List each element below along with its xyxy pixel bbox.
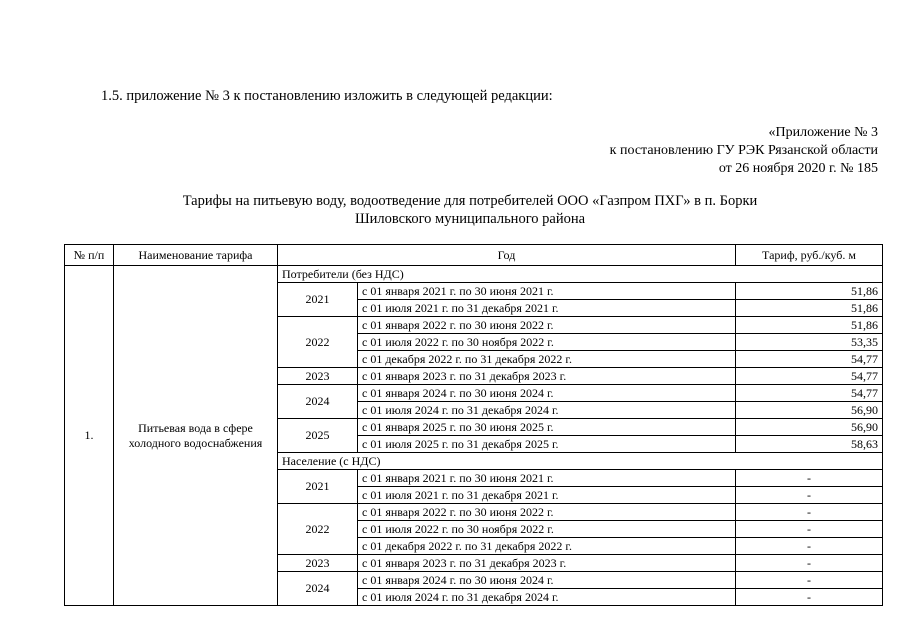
tariff-value-cell: 53,35 xyxy=(736,334,883,351)
period-cell: с 01 декабря 2022 г. по 31 декабря 2022 г. xyxy=(358,538,736,555)
year-cell: 2023 xyxy=(278,368,358,385)
period-cell: с 01 декабря 2022 г. по 31 декабря 2022 г. xyxy=(358,351,736,368)
appendix-reference xyxy=(610,124,878,178)
header-year: Год xyxy=(278,245,736,266)
appendix-line-3: от 26 ноября 2020 г. № 185 xyxy=(718,161,878,176)
tariff-value-cell: - xyxy=(736,504,883,521)
tariff-value-cell: 56,90 xyxy=(736,419,883,436)
group-label: Потребители (без НДС) xyxy=(278,266,883,283)
tariff-value-cell: 54,77 xyxy=(736,368,883,385)
tariff-value-cell: - xyxy=(736,555,883,572)
tariff-value-cell: - xyxy=(736,521,883,538)
year-cell: 2021 xyxy=(278,283,358,317)
document-title xyxy=(0,192,905,228)
title-line-1: Тарифы на питьевую воду, водоотведение для потребителей ООО «Газпром ПХГ» в п. Борки xyxy=(182,193,758,209)
title-line-2: Шиловского муниципального района xyxy=(354,211,586,227)
period-cell: с 01 июля 2024 г. по 31 декабря 2024 г. xyxy=(358,402,736,419)
header-tariff-name: Наименование тарифа xyxy=(114,245,278,266)
intro-paragraph: 1.5. приложение № 3 к постановлению изложить в следующей редакции: xyxy=(101,88,553,104)
tariff-table-body xyxy=(65,266,883,606)
period-cell: с 01 января 2024 г. по 30 июня 2024 г. xyxy=(358,572,736,589)
period-cell: с 01 июля 2024 г. по 31 декабря 2024 г. xyxy=(358,589,736,606)
header-number: № п/п xyxy=(65,245,114,266)
year-cell: 2023 xyxy=(278,555,358,572)
year-cell: 2022 xyxy=(278,317,358,368)
tariff-value-cell: - xyxy=(736,470,883,487)
table-header-row xyxy=(65,245,883,266)
appendix-line-1: «Приложение № 3 xyxy=(768,125,878,140)
tariff-value-cell: - xyxy=(736,538,883,555)
tariff-table xyxy=(64,244,883,606)
group-row xyxy=(65,266,883,283)
year-cell: 2025 xyxy=(278,419,358,453)
year-cell: 2024 xyxy=(278,385,358,419)
period-cell: с 01 января 2022 г. по 30 июня 2022 г. xyxy=(358,317,736,334)
tariff-value-cell: - xyxy=(736,487,883,504)
period-cell: с 01 января 2022 г. по 30 июня 2022 г. xyxy=(358,504,736,521)
tariff-name: Питьевая вода в сфере холодного водоснабжения xyxy=(114,266,278,606)
period-cell: с 01 июля 2021 г. по 31 декабря 2021 г. xyxy=(358,300,736,317)
period-cell: с 01 января 2021 г. по 30 июня 2021 г. xyxy=(358,470,736,487)
period-cell: с 01 января 2021 г. по 30 июня 2021 г. xyxy=(358,283,736,300)
period-cell: с 01 июля 2021 г. по 31 декабря 2021 г. xyxy=(358,487,736,504)
period-cell: с 01 июля 2022 г. по 30 ноября 2022 г. xyxy=(358,334,736,351)
group-label: Население (с НДС) xyxy=(278,453,883,470)
tariff-value-cell: 51,86 xyxy=(736,317,883,334)
period-cell: с 01 июля 2022 г. по 30 ноября 2022 г. xyxy=(358,521,736,538)
period-cell: с 01 января 2024 г. по 30 июня 2024 г. xyxy=(358,385,736,402)
tariff-value-cell: 54,77 xyxy=(736,385,883,402)
tariff-value-cell: 54,77 xyxy=(736,351,883,368)
tariff-value-cell: 58,63 xyxy=(736,436,883,453)
year-cell: 2024 xyxy=(278,572,358,606)
year-cell: 2021 xyxy=(278,470,358,504)
period-cell: с 01 июля 2025 г. по 31 декабря 2025 г. xyxy=(358,436,736,453)
tariff-value-cell: 51,86 xyxy=(736,283,883,300)
period-cell: с 01 января 2025 г. по 30 июня 2025 г. xyxy=(358,419,736,436)
header-tariff-value: Тариф, руб./куб. м xyxy=(736,245,883,266)
tariff-value-cell: 51,86 xyxy=(736,300,883,317)
year-cell: 2022 xyxy=(278,504,358,555)
period-cell: с 01 января 2023 г. по 31 декабря 2023 г. xyxy=(358,555,736,572)
period-cell: с 01 января 2023 г. по 31 декабря 2023 г. xyxy=(358,368,736,385)
row-number: 1. xyxy=(65,266,114,606)
tariff-value-cell: - xyxy=(736,589,883,606)
tariff-value-cell: - xyxy=(736,572,883,589)
tariff-value-cell: 56,90 xyxy=(736,402,883,419)
appendix-line-2: к постановлению ГУ РЭК Рязанской области xyxy=(609,143,878,158)
